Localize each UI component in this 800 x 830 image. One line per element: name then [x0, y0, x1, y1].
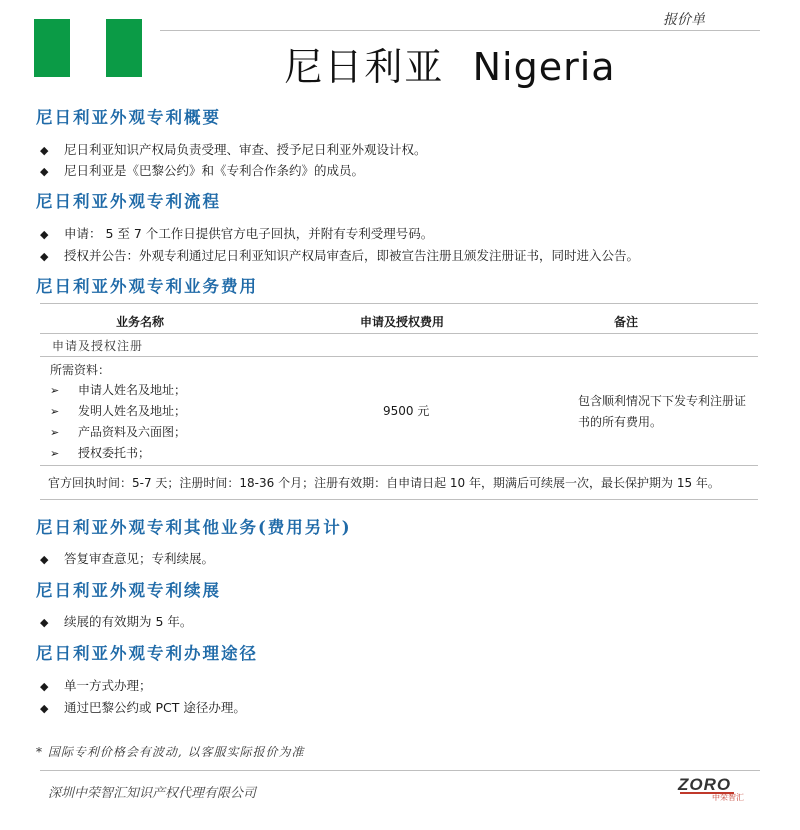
- section-title-overview: 尼日利亚外观专利概要: [36, 108, 221, 127]
- table-rule: [40, 499, 758, 500]
- table-rule: [40, 333, 758, 334]
- table-rule: [40, 303, 758, 304]
- arrow-icon: ➢: [50, 426, 60, 439]
- materials-label: 所需资料：: [50, 363, 111, 377]
- quote-tag: 报价单: [663, 12, 705, 28]
- list-item: ◆ 尼日利亚是《巴黎公约》和《专利合作条约》的成员。: [40, 163, 365, 178]
- footer-rule: [40, 770, 760, 771]
- company-name: 深圳中荣智汇知识产权代理有限公司: [48, 786, 257, 801]
- logo-subtitle: 中荣智汇: [712, 793, 744, 802]
- arrow-icon: ➢: [50, 447, 60, 460]
- bullet-icon: ◆: [40, 616, 49, 629]
- table-row-label: 申请及授权注册: [52, 339, 144, 353]
- page-title: [200, 36, 700, 91]
- section-title-fees: 尼日利亚外观专利业务费用: [36, 277, 258, 296]
- arrow-icon: ➢: [50, 384, 60, 397]
- arrow-icon: ➢: [50, 405, 60, 418]
- list-item: ◆ 申请： 5 至 7 个工作日提供官方电子回执，并附有专利受理号码。: [40, 226, 434, 241]
- section-title-process: 尼日利亚外观专利流程: [36, 192, 221, 211]
- list-item: ◆ 授权并公告：外观专利通过尼日利亚知识产权局审查后，即被宣告注册且颁发注册证书，同时进入公告。: [40, 248, 640, 263]
- bullet-icon: ◆: [40, 553, 49, 566]
- bullet-icon: ◆: [40, 228, 49, 241]
- table-footer: 官方回执时间：5-7 天；注册时间：18-36 个月；注册有效期：自申请日起 10 年，期满后可续展一次，最长保护期为 15 年。: [48, 476, 720, 490]
- section-title-channels: 尼日利亚外观专利办理途径: [36, 644, 258, 663]
- list-item: ◆ 通过巴黎公约或 PCT 途径办理。: [40, 700, 246, 715]
- fee-value: 9500 元: [383, 404, 430, 418]
- title-en: Nigeria: [472, 45, 616, 89]
- bullet-icon: ◆: [40, 702, 49, 715]
- price-note: * 国际专利价格会有波动, 以客服实际报价为准: [36, 745, 305, 759]
- bullet-icon: ◆: [40, 165, 49, 178]
- table-row: ➢ 申请人姓名及地址；: [50, 383, 187, 397]
- bullet-icon: ◆: [40, 144, 49, 157]
- logo-text: ZORO: [678, 775, 732, 794]
- list-item: ◆ 单一方式办理；: [40, 678, 152, 693]
- bullet-icon: ◆: [40, 250, 49, 263]
- table-row: ➢ 授权委托书；: [50, 446, 151, 460]
- table-row: ➢ 发明人姓名及地址；: [50, 404, 187, 418]
- table-header: 备注: [614, 315, 639, 329]
- table-header: 业务名称: [116, 315, 165, 329]
- table-rule: [40, 465, 758, 466]
- list-item: ◆ 答复审查意见；专利续展。: [40, 551, 215, 566]
- nigeria-flag: [34, 19, 142, 77]
- table-header: 申请及授权费用: [360, 315, 445, 329]
- section-title-other: 尼日利亚外观专利其他业务(费用另计): [36, 518, 352, 537]
- zoro-logo: [674, 770, 758, 810]
- section-title-renewal: 尼日利亚外观专利续展: [36, 581, 221, 600]
- table-rule: [40, 356, 758, 357]
- title-cn: 尼日利亚: [284, 45, 445, 89]
- table-row: ➢ 产品资料及六面图；: [50, 425, 187, 439]
- remark-line-2: 书的所有费用。: [578, 415, 663, 429]
- header-rule: [160, 30, 760, 31]
- list-item: ◆ 尼日利亚知识产权局负责受理、审查、授予尼日利亚外观设计权。: [40, 142, 427, 157]
- list-item: ◆ 续展的有效期为 5 年。: [40, 614, 193, 629]
- bullet-icon: ◆: [40, 680, 49, 693]
- remark-line-1: 包含顺利情况下下发专利注册证: [578, 394, 747, 408]
